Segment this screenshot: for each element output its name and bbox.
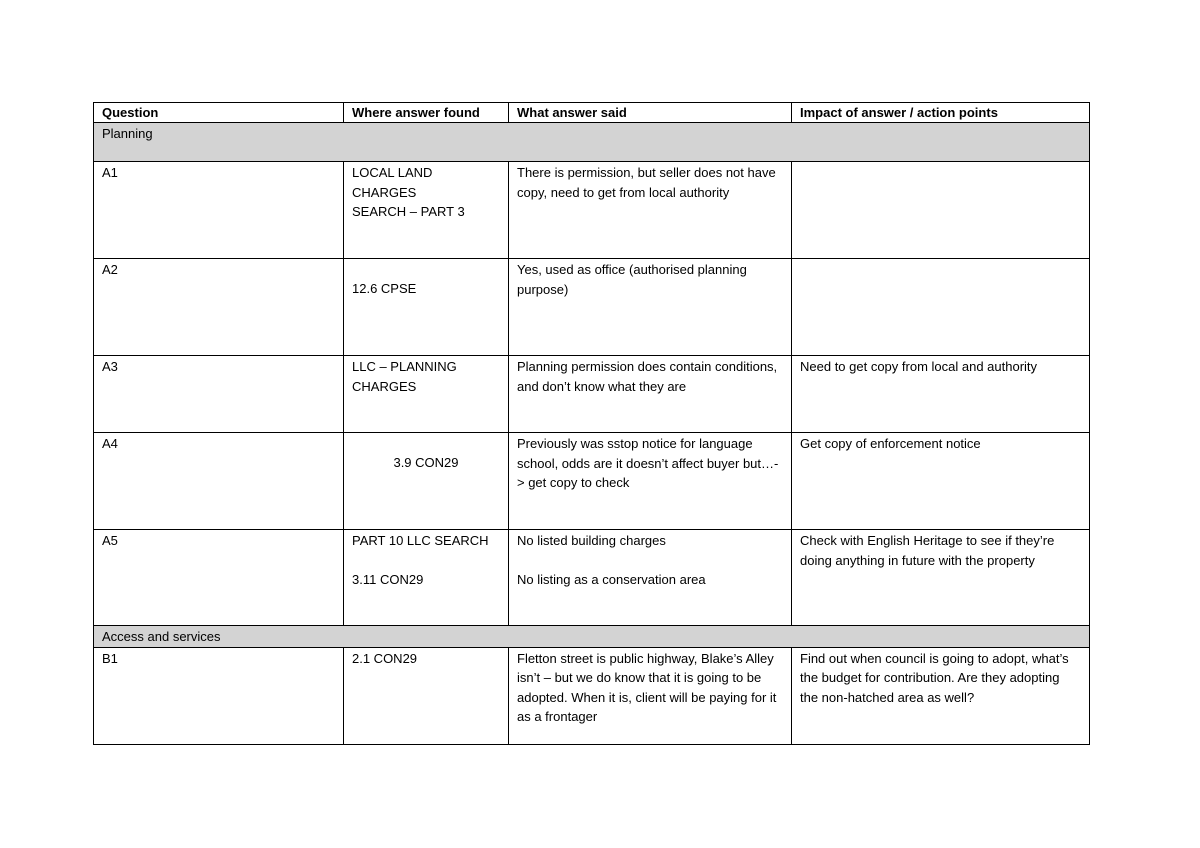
where-line: 3.9 CON29 [393,455,459,471]
where-line: LOCAL LAND CHARGES [352,165,433,200]
planning-questions-table [93,102,1090,745]
section-title-access: Access and services [94,626,1090,647]
where-line: 2.1 CON29 [352,650,418,666]
where-cell [344,259,509,356]
impact-cell: Get copy of enforcement notice [792,433,1090,530]
question-cell: A2 [94,259,344,356]
said-line: No listed building charges [517,533,666,549]
where-line: CHARGES [352,378,417,394]
where-line: 3.11 CON29 [352,571,424,587]
header-what-answer-said: What answer said [509,103,792,123]
where-line: SEARCH – PART 3 [352,204,465,220]
said-cell: Planning permission does contain conditions, and don’t know what they are [509,356,792,433]
said-cell: Previously was sstop notice for language school, odds are it doesn’t affect buyer but…-> get copy to check [509,433,792,530]
table-row [94,259,1090,356]
header-impact-action-points: Impact of answer / action points [792,103,1090,123]
impact-cell: Need to get copy from local and authority [792,356,1090,433]
where-cell [344,647,509,744]
question-cell: A1 [94,162,344,259]
header-where-answer-found: Where answer found [344,103,509,123]
section-title-planning: Planning [94,123,1090,162]
where-line: LLC – PLANNING [352,359,457,375]
table-row [94,433,1090,530]
where-cell [344,530,509,626]
impact-cell [792,162,1090,259]
where-cell [344,162,509,259]
where-line: PART 10 LLC SEARCH [352,533,489,549]
said-cell: Fletton street is public highway, Blake’s Alley isn’t – but we do know that it is going to be adopted. When it is, client will be paying for it as a frontager [509,647,792,744]
impact-cell [792,259,1090,356]
where-cell [344,356,509,433]
impact-cell: Check with English Heritage to see if they’re doing anything in future with the property [792,530,1090,626]
section-row-access [94,626,1090,647]
impact-cell: Find out when council is going to adopt, what’s the budget for contribution. Are they adopting the non-hatched area as well? [792,647,1090,744]
said-cell [509,530,792,626]
spacer [352,551,500,570]
where-cell [344,433,509,530]
said-cell: There is permission, but seller does not have copy, need to get from local authority [509,162,792,259]
header-question: Question [94,103,344,123]
said-cell: Yes, used as office (authorised planning purpose) [509,259,792,356]
said-line: No listing as a conservation area [517,571,706,587]
table-row [94,530,1090,626]
question-cell: B1 [94,647,344,744]
table-row [94,647,1090,744]
where-line: 12.6 CPSE [352,281,417,297]
question-cell: A5 [94,530,344,626]
question-cell: A3 [94,356,344,433]
table-row [94,162,1090,259]
header-row [94,103,1090,123]
spacer [517,551,783,570]
section-row-planning [94,123,1090,162]
table-row [94,356,1090,433]
question-cell: A4 [94,433,344,530]
